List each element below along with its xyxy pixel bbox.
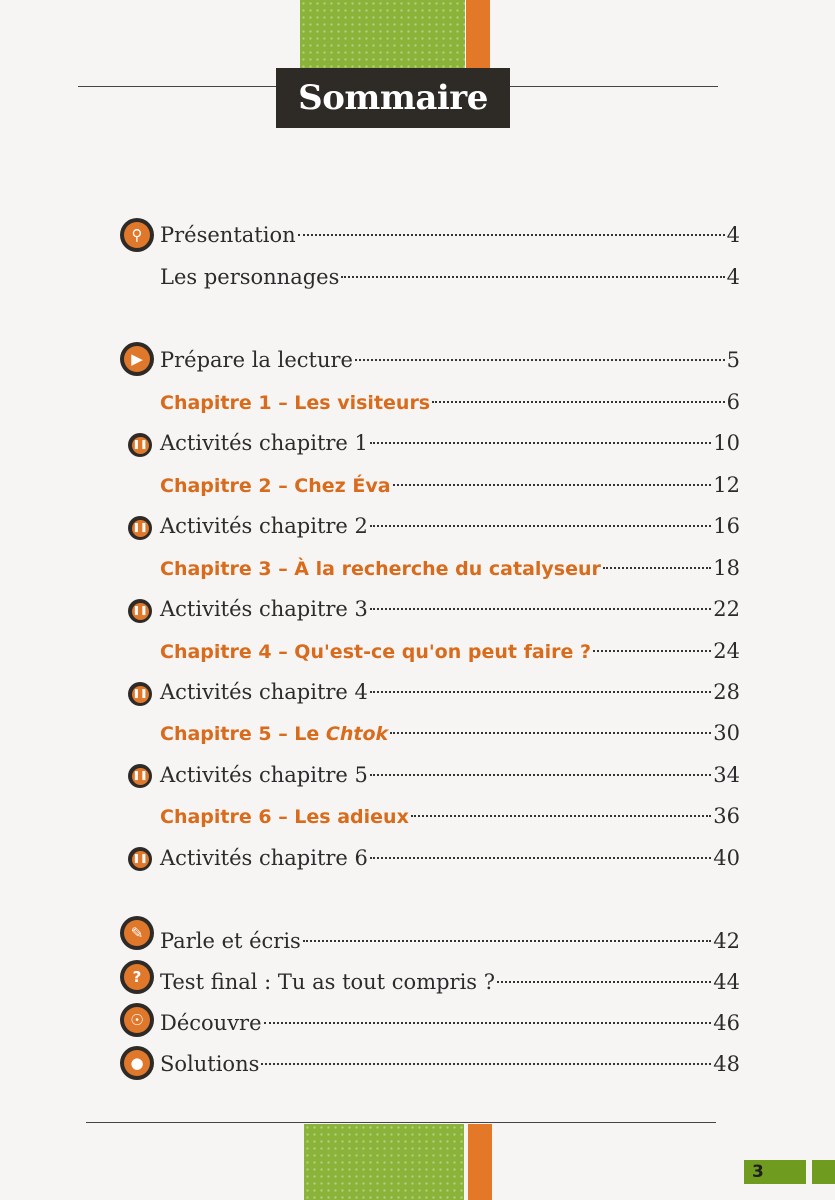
toc-entry[interactable] [160, 261, 740, 293]
pencil-icon: ✎ [120, 916, 154, 950]
toc-label: Activités chapitre 3 [160, 597, 368, 621]
toc-entry[interactable] [160, 925, 740, 957]
toc-page: 48 [713, 1052, 740, 1076]
toc-page: 42 [713, 929, 740, 953]
toc-page: 28 [713, 680, 740, 704]
dot-leader [497, 981, 711, 983]
toc-label: Chapitre 6 – Les adieux [160, 806, 409, 828]
toc-label: Parle et écris [160, 929, 301, 953]
pause-icon: ❚❚ [128, 764, 152, 788]
toc-page: 22 [713, 597, 740, 621]
toc-page: 40 [713, 846, 740, 870]
dot-leader [355, 359, 725, 361]
bottom-orange-band [468, 1124, 492, 1200]
dot-leader [370, 857, 711, 859]
toc-page: 44 [713, 970, 740, 994]
toc-chapter-entry[interactable] [160, 469, 740, 501]
dot-leader [370, 442, 711, 444]
toc-page: 34 [713, 763, 740, 787]
toc-label-italic: Chtok [325, 723, 389, 745]
page-number-tail [812, 1160, 835, 1184]
toc-entry[interactable] [160, 510, 740, 542]
dot-leader [261, 1063, 711, 1065]
dot-leader [432, 401, 725, 403]
toc-label [160, 718, 388, 750]
dot-leader [370, 608, 711, 610]
pause-icon: ❚❚ [128, 516, 152, 540]
toc-label: Activités chapitre 6 [160, 846, 368, 870]
toc-chapter-entry[interactable] [160, 386, 740, 418]
toc-label: Chapitre 4 – Qu'est-ce qu'on peut faire ? [160, 641, 592, 663]
toc-label: Chapitre 1 – Les visiteurs [160, 392, 431, 414]
bottom-green-band [304, 1124, 464, 1200]
dot-leader [390, 732, 711, 734]
dot-leader [393, 484, 712, 486]
toc-page: 18 [713, 556, 740, 580]
question-icon: ? [120, 960, 154, 994]
lightbulb-icon: ● [120, 1046, 154, 1080]
toc-entry[interactable] [160, 676, 740, 708]
toc-page: 24 [713, 639, 740, 663]
toc-page: 36 [713, 804, 740, 828]
dot-leader [593, 650, 711, 652]
toc-entry[interactable] [160, 1048, 740, 1080]
toc-entry[interactable] [160, 842, 740, 874]
toc-entry[interactable] [160, 1007, 740, 1039]
toc-page: 5 [726, 348, 740, 372]
toc-page: 6 [726, 390, 740, 414]
magnifier-icon: ⚲ [120, 218, 154, 252]
dot-leader [303, 940, 711, 942]
toc-chapter-entry[interactable] [160, 717, 740, 749]
toc-entry[interactable] [160, 219, 740, 251]
toc-page: 30 [713, 721, 740, 745]
toc-entry[interactable] [160, 593, 740, 625]
toc-label: Activités chapitre 4 [160, 680, 368, 704]
dot-leader [411, 815, 711, 817]
toc-label-text: Chapitre 5 – Le [160, 723, 326, 745]
page-title-box [276, 68, 510, 128]
dot-leader [370, 774, 711, 776]
page-title: Sommaire [298, 78, 488, 118]
top-green-band [300, 0, 465, 72]
top-orange-band [466, 0, 490, 72]
page-number: 3 [752, 1162, 764, 1182]
toc-page: 12 [713, 473, 740, 497]
pause-icon: ❚❚ [128, 682, 152, 706]
globe-icon: ☉ [120, 1003, 154, 1037]
dot-leader [264, 1022, 712, 1024]
toc-label: Activités chapitre 2 [160, 514, 368, 538]
toc-page: 4 [726, 223, 740, 247]
toc-chapter-entry[interactable] [160, 800, 740, 832]
toc-chapter-entry[interactable] [160, 635, 740, 667]
bottom-rule [86, 1122, 716, 1123]
toc-page: 10 [713, 431, 740, 455]
toc-label: Solutions [160, 1052, 260, 1076]
page-number-box [744, 1160, 806, 1184]
toc-label: Les personnages [160, 265, 340, 289]
dot-leader [370, 691, 711, 693]
toc-entry[interactable] [160, 759, 740, 791]
toc-page: 16 [713, 514, 740, 538]
toc-chapter-entry[interactable] [160, 552, 740, 584]
pause-icon: ❚❚ [128, 599, 152, 623]
toc-label: Chapitre 2 – Chez Éva [160, 475, 391, 497]
toc-page: 4 [726, 265, 740, 289]
pause-icon: ❚❚ [128, 433, 152, 457]
toc-page: 46 [713, 1011, 740, 1035]
toc-entry[interactable] [160, 344, 740, 376]
dot-leader [603, 567, 711, 569]
dot-leader [341, 276, 724, 278]
dot-leader [298, 234, 725, 236]
toc-label: Test final : Tu as tout compris ? [160, 970, 496, 994]
toc-entry[interactable] [160, 966, 740, 998]
toc-label: Prépare la lecture [160, 348, 353, 372]
toc-label: Chapitre 3 – À la recherche du catalyseur [160, 558, 601, 580]
dot-leader [370, 525, 711, 527]
toc-label: Découvre [160, 1011, 262, 1035]
toc-entry[interactable] [160, 427, 740, 459]
toc-label: Activités chapitre 5 [160, 763, 368, 787]
pause-icon: ❚❚ [128, 847, 152, 871]
toc-label: Activités chapitre 1 [160, 431, 368, 455]
toc-label: Présentation [160, 223, 296, 247]
play-icon: ▶ [120, 342, 154, 376]
